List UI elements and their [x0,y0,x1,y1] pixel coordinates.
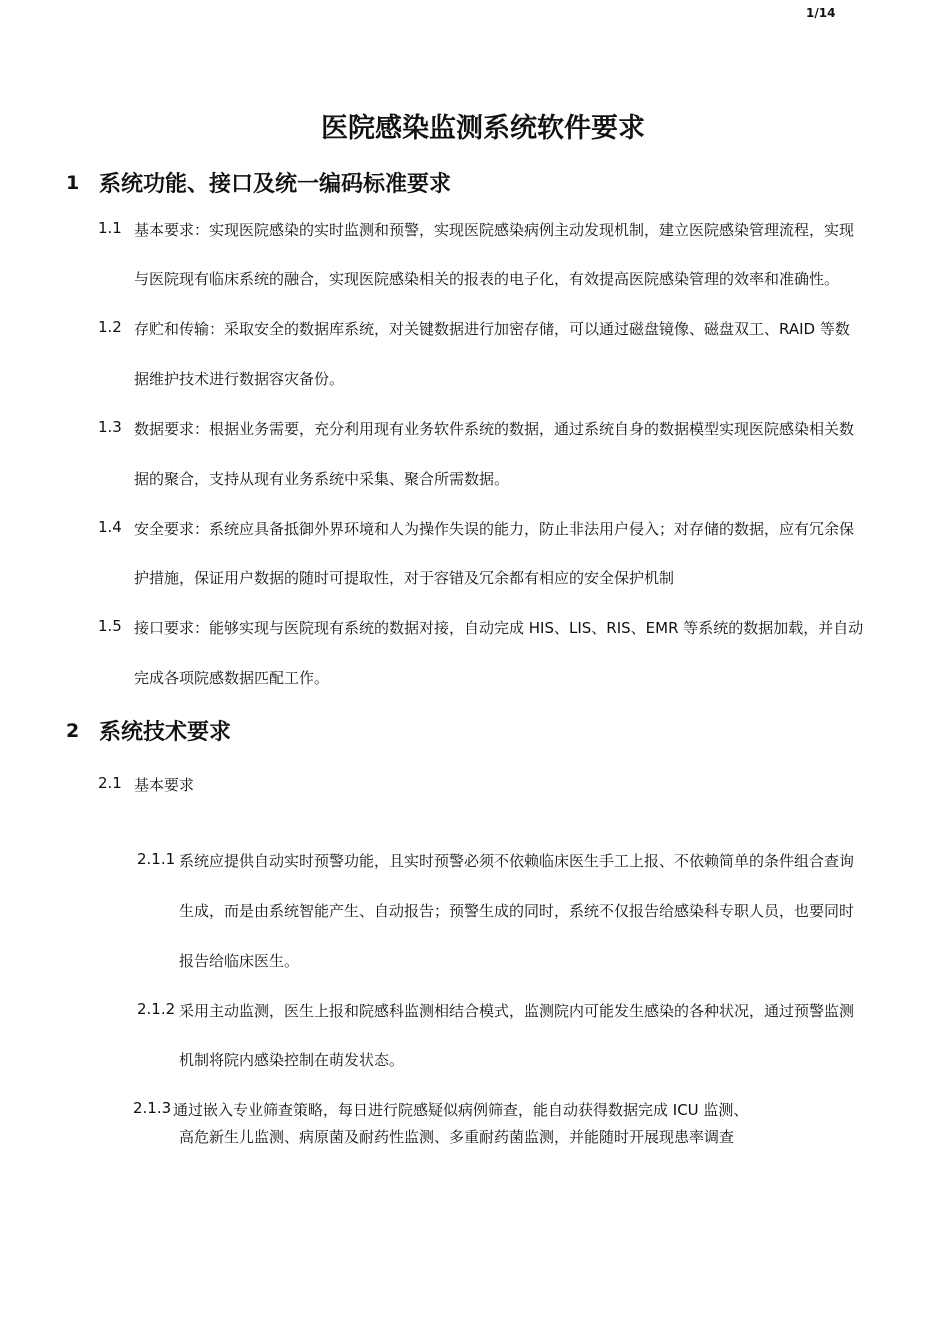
item-text: 基本要求：实现医院感染的实时监测和预警，实现医院感染病例主动发现机制，建立医院感染管理流程，实现 [134,221,855,239]
page-number: 1/14 [806,6,836,20]
item-text: 与医院现有临床系统的融合，实现医院感染相关的报表的电子化，有效提高医院感染管理的效率和准确性。 [134,270,840,288]
subitem-text: 通过嵌入专业筛查策略，每日进行院感疑似病例筛查，能自动获得数据完成 ICU 监测、 [173,1101,749,1119]
subitem-text: 高危新生儿监测、病原菌及耐药性监测、多重耐药菌监测，并能随时开展现患率调查 [179,1128,735,1146]
item-text: 基本要求 [134,776,195,794]
subitem-text: 生成，而是由系统智能产生、自动报告；预警生成的同时，系统不仅报告给感染科专职人员，也要同时 [179,902,855,920]
document-title: 医院感染监测系统软件要求 [321,113,645,144]
item-text: 据的聚合，支持从现有业务系统中采集、聚合所需数据。 [134,470,510,488]
item-text: 安全要求：系统应具备抵御外界环境和人为操作失误的能力，防止非法用户侵入；对存储的数据，应有冗余保 [134,520,855,538]
subitem-number: 2.1.2 [137,1000,176,1018]
item-text: 护措施，保证用户数据的随时可提取性，对于容错及冗余都有相应的安全保护机制 [134,569,675,587]
item-text: 数据要求：根据业务需要，充分利用现有业务软件系统的数据，通过系统自身的数据模型实现医院感染相关数 [134,420,855,438]
item-text: 接口要求：能够实现与医院现有系统的数据对接，自动完成 HIS、LIS、RIS、EMR 等系统的数据加载，并自动 [134,619,864,637]
subitem-text: 采用主动监测，医生上报和院感科监测相结合模式，监测院内可能发生感染的各种状况，通过预警监测 [179,1002,855,1020]
subitem-number: 2.1.1 [137,850,176,868]
item-text: 据维护技术进行数据容灾备份。 [134,370,345,388]
section-heading: 系统技术要求 [99,720,232,745]
subitem-text: 机制将院内感染控制在萌发状态。 [179,1051,405,1069]
item-number: 1.4 [98,518,122,536]
subitem-text: 报告给临床医生。 [179,952,300,970]
section-number: 1 [66,172,80,194]
item-number: 1.5 [98,617,122,635]
item-number: 1.1 [98,219,122,237]
item-number: 2.1 [98,774,122,792]
item-text: 存贮和传输：采取安全的数据库系统，对关键数据进行加密存储，可以通过磁盘镜像、磁盘双工、RAID 等数 [134,320,850,338]
item-number: 1.2 [98,318,122,336]
item-text: 完成各项院感数据匹配工作。 [134,669,330,687]
section-heading: 系统功能、接口及统一编码标准要求 [99,172,452,197]
item-number: 1.3 [98,418,122,436]
subitem-text: 系统应提供自动实时预警功能，且实时预警必须不依赖临床医生手工上报、不依赖简单的条件组合查询 [179,852,855,870]
section-number: 2 [66,720,80,742]
subitem-number: 2.1.3 [133,1099,172,1117]
